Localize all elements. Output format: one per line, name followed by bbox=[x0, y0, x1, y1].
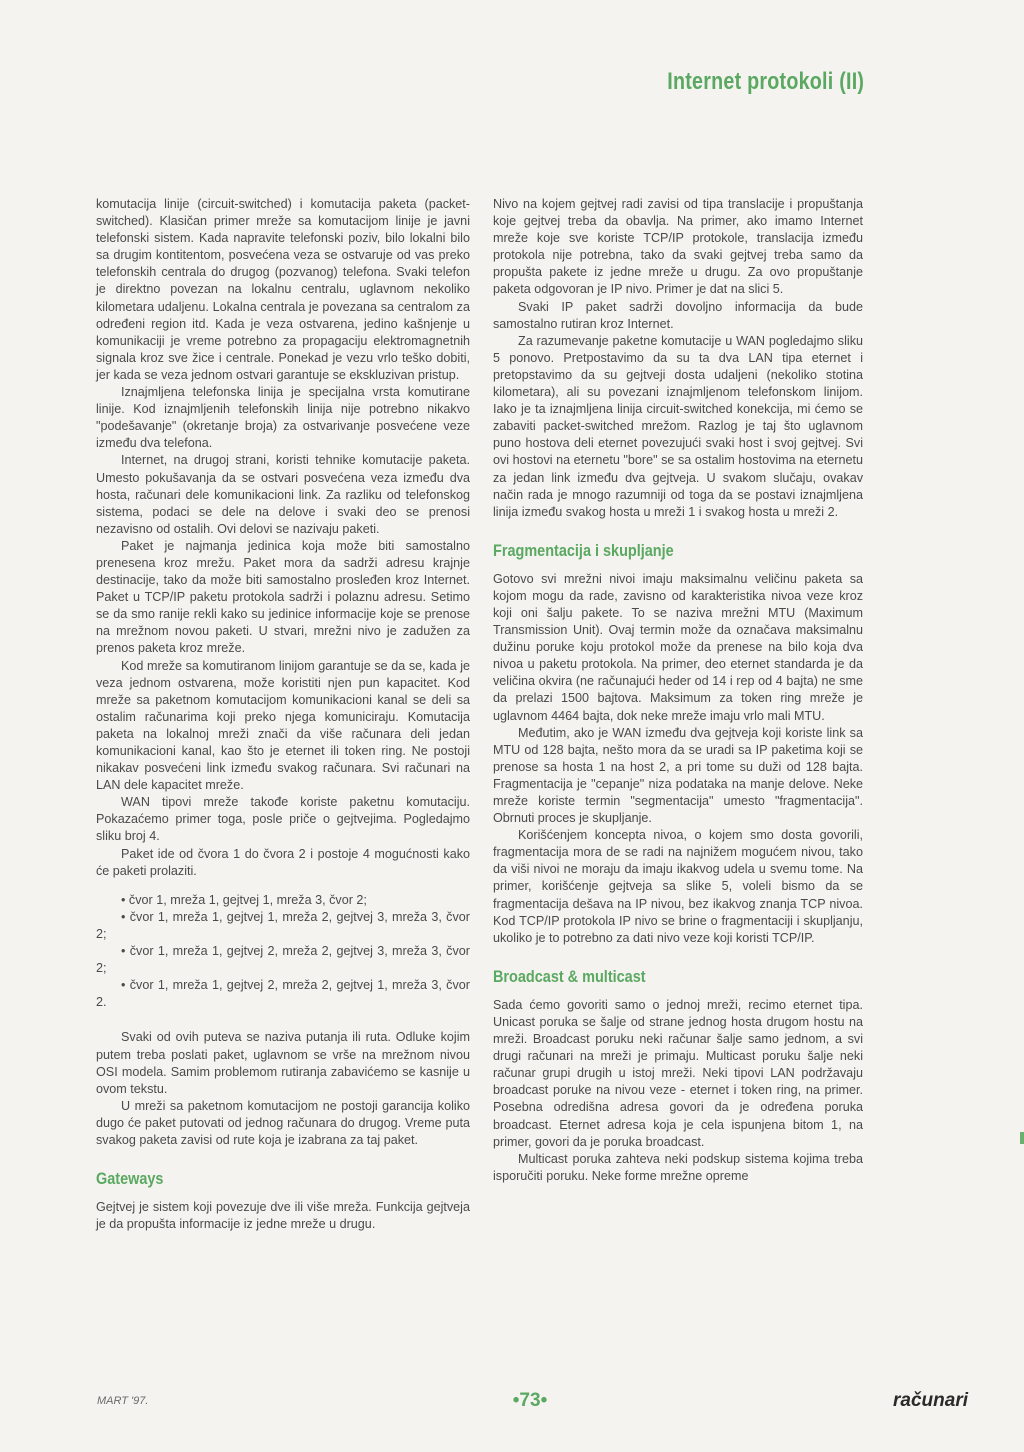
paragraph: Iznajmljena telefonska linija je specijalna vrsta komutirane linije. Kod iznajmljenih telefonskih linija nije potrebno nikakvo "podešavanje" (okretanje broja) za ostvarivanje posvećene veze između dva telefona. bbox=[96, 385, 470, 451]
magazine-brand: računari bbox=[893, 1390, 968, 1411]
paragraph: Nivo na kojem gejtvej radi zavisi od tipa translacije i propuštanja koje gejtvej treba da obavlja. Na primer, ako imamo Internet mreže koje sve koriste TCP/IP protokole, translacija između protokola nije potrebna, tako da svaki gejtvej treba samo da propušta pakete iz jedne mreže u drugu. Za ovo propuštanje paketa odgovoran je IP nivo. Primer je dat na slici 5. bbox=[493, 197, 863, 297]
paragraph: Za razumevanje paketne komutacije u WAN pogledajmo sliku 5 ponovo. Pretpostavimo da su ta dva LAN tipa eternet i pretopstavimo da su gejtveji dosta udaljeni (nekoliko stotina kilometara), ali su povezani iznajmljenom telefonskom linijom. Iako je ta iznajmljena linija circuit-switched konekcija, mi ćemo se zabaviti packet-switched mrežom. Razlog je taj što uglavnom puno hostova deli eternet povezujući svaki host i svoj gejtvej. Svi ovi hostovi na eternetu "bore" se sa ostalim hostovima na eternetu za jedan link između dva gejtveja. U svakom slučaju, ovakav način rada je mnogo razumniji od toga da se postavi iznajmljena linija između svakog hosta u mreži 1 i svakog hosta u mreži 2. bbox=[493, 333, 863, 519]
paragraph: Multicast poruka zahteva neki podskup sistema kojima treba isporučiti poruku. Neke forme mrežne opreme bbox=[493, 1151, 863, 1183]
paragraph: Korišćenjem koncepta nivoa, o kojem smo dosta govorili, fragmentacija mora de se radi na najnižem mogućem nivou, tako da viši nivoi ne moraju da imaju ikakvog udela u svemu tome. Na primer, korišćenje gejtveja sa slike 5, voleli bismo da se fragmentacija dešava na IP nivou, bez ikakvog znanja TCP nivoa. Kod TCP/IP protokola IP nivo se brine o fragmentaciji i skupljanju, ukoliko je to potrebno za dati nivo veze koji koristi TCP/IP. bbox=[493, 828, 863, 945]
issue-date: MART '97. bbox=[97, 1395, 149, 1407]
paragraph: Gejtvej je sistem koji povezuje dve ili više mreža. Funkcija gejtveja je da propušta informacije iz jedne mreže u drugu. bbox=[96, 1200, 470, 1232]
paragraph: komutacija linije (circuit-switched) i komutacija paketa (packet-switched). Klasičan primer mreže sa komutacijom linije je javni telefonski sistem. Kada napravite telefonski poziv, bilo lokalni bilo sa drugim kontitentom, posvećena veza se ostvaruje od vas preko telefonskih centrala do drugog (pozvanog) telefona. Svaki telefon je direktno povezan na lokalnu centralu, uglavnom nekoliko kilometara udaljenu. Lokalna centrala je povezana sa centralom za određeni region itd. Kada je veza ostvarena, jedino kašnjenje u komunikaciji je vreme potrebno za propagaciju elektromagnetnih signala kroz sve žice i centrale. Ponekad je vezu vrlo teško dobiti, jer kada se veza jednom ostvari garantuje se ekskluzivan pristup. bbox=[96, 197, 470, 382]
paragraph: Sada ćemo govoriti samo o jednoj mreži, recimo eternet tipa. Unicast poruka se šalje od strane jednog hosta drugom hostu na mreži. Broadcast poruku neki računar šalje samo jednom, a svi drugi računari na mreži je primaju. Multicast poruku šalje neki računar grupi drugih u istoj mreži. Neki tipovi LAN podržavaju broadcast poruke na nivou veze - eternet i token ring, na primer. Posebna odredišna adresa govori da je određena poruka broadcast. Eternet adresa koja je cela ispunjena bitom 1, na primer, govori da je poruka broadcast. bbox=[493, 997, 863, 1149]
section-heading-gateways: Gateways bbox=[96, 1169, 164, 1189]
paragraph: Svaki od ovih puteva se naziva putanja ili ruta. Odluke kojim putem treba poslati paket, uglavnom se vrše na mrežnom nivou OSI modela. Samim problemom rutiranja zabavićemo se kasnije u ovom tekstu. bbox=[96, 1030, 470, 1096]
paragraph: Internet, na drugoj strani, koristi tehnike komutacije paketa. Umesto pokušavanja da se ostvari posvećena veza između dva hosta, računari dele komunikacioni link. Za razliku od telefonskog sistema, podaci se dele na delove i svaki deo se prenosi nezavisno od ostalih. Ovi delovi se nazivaju paketi. bbox=[96, 453, 470, 536]
list-item: • čvor 1, mreža 1, gejtvej 1, mreža 3, čvor 2; bbox=[96, 892, 470, 909]
paragraph: Paket je najmanja jedinica koja može biti samostalno prenesena kroz mrežu. Paket mora da sadrži adresu krajnje destinacije, tako da može biti samostalno prosleđen kroz Internet. Paket u TCP/IP paketu protokola sadrži i polaznu adresu. Setimo se da smo ranije rekli kako su jedinice informacije koje se prenose na mrežnom novou paketi. U stvari, mrežni nivo je zadužen za prenos paketa kroz mreže. bbox=[96, 538, 470, 656]
paragraph: Međutim, ako je WAN između dva gejtveja koji koriste link sa MTU od 128 bajta, nešto mora da se uradi sa IP paketima koji se prenose sa hosta 1 na host 2, a pri tome su duži od 128 bajta. Fragmentacija je "cepanje" niza podataka na manje delove. Neke mreže koriste termin "segmentacija" umesto "fragmentacija". Obrnuti proces je skupljanje. bbox=[493, 725, 863, 826]
page-number: •73• bbox=[512, 1390, 548, 1411]
edge-mark bbox=[1020, 1132, 1024, 1144]
paragraph: WAN tipovi mreže takođe koriste paketnu komutaciju. Pokazaćemo primer toga, posle priče o gejtvejima. Pogledajmo sliku broj 4. bbox=[96, 795, 470, 844]
list-item: • čvor 1, mreža 1, gejtvej 2, mreža 2, gejtvej 3, mreža 3, čvor 2; bbox=[96, 943, 470, 977]
section-heading-fragmentation: Fragmentacija i skupljanje bbox=[493, 540, 674, 560]
page-header-title: Internet protokoli (II) bbox=[667, 68, 864, 95]
section-heading-broadcast: Broadcast & multicast bbox=[493, 966, 646, 986]
route-list bbox=[96, 892, 470, 1012]
list-item: • čvor 1, mreža 1, gejtvej 2, mreža 2, gejtvej 1, mreža 3, čvor 2. bbox=[96, 977, 470, 1011]
list-item: • čvor 1, mreža 1, gejtvej 1, mreža 2, gejtvej 3, mreža 3, čvor 2; bbox=[96, 909, 470, 943]
left-column bbox=[96, 196, 470, 1233]
paragraph: Svaki IP paket sadrži dovoljno informacija da bude samostalno rutiran kroz Internet. bbox=[493, 299, 863, 331]
paragraph: U mreži sa paketnom komutacijom ne postoji garancija koliko dugo će paket putovati od jednog računara do drugog. Vreme puta svakog paketa zavisi od rute koja je izabrana za taj paket. bbox=[96, 1098, 470, 1147]
paragraph: Gotovo svi mrežni nivoi imaju maksimalnu veličinu paketa sa kojom mogu da rade, zavisno od karakteristika nivoa veze kroz koji oni šalju pakete. To se naziva mrežni MTU (Maximum Transmission Unit). Ovaj termin može da označava maksimalnu dužinu poruke koju protokol može da prenese na bilo koja dva nivoa u paketu protokola. Na primer, deo eternet standarda je da veličina okvira (ne računajući heder od 14 i rep od 4 bajta) ne sme da prelazi 1500 bajtova. Maksimum za token ring mreže je uglavnom 4464 bajta, dok neke mreže imaju vrlo mali MTU. bbox=[493, 571, 863, 723]
paragraph: Kod mreže sa komutiranom linijom garantuje se da se, kada je veza jednom ostvarena, može koristiti njen pun kapacitet. Kod mreže sa paketnom komutacijom komunikacioni kanal se deli sa ostalim računarima koji preko njega komuniciraju. Komutacija paketa na lokalnoj mreži znači da više računara deli jedan komunikacioni kanal, kao što je eternet ili token ring. Ne postoji nikakav posvećeni link između svakog računara. Svi računari na LAN dele kapacitet mreže. bbox=[96, 658, 470, 793]
right-column bbox=[493, 196, 863, 1185]
paragraph: Paket ide od čvora 1 do čvora 2 i postoje 4 mogućnosti kako će paketi prolaziti. bbox=[96, 846, 470, 878]
